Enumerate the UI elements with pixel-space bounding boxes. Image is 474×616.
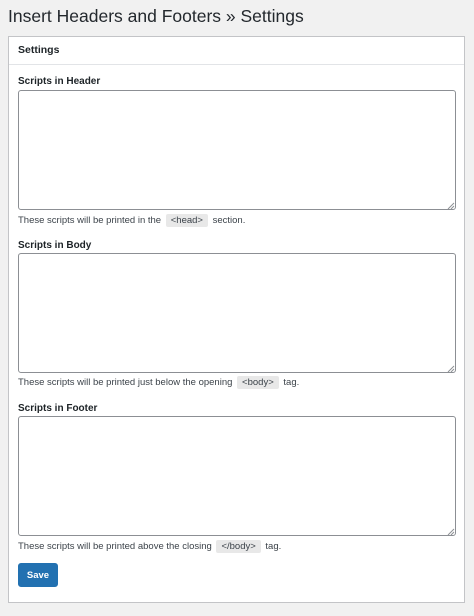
help-text-after: section.	[212, 215, 246, 226]
footer-scripts-label: Scripts in Footer	[18, 403, 98, 414]
settings-panel	[8, 36, 465, 603]
help-text-after: tag.	[283, 377, 300, 388]
head-tag-code: <head>	[166, 214, 208, 227]
body-scripts-textarea[interactable]	[18, 253, 456, 373]
help-text-before: These scripts will be printed just below the opening	[18, 377, 233, 388]
help-text-before: These scripts will be printed in the	[18, 215, 162, 226]
body-scripts-label: Scripts in Body	[18, 240, 92, 251]
help-text-after: tag.	[265, 541, 282, 552]
save-button[interactable]: Save	[18, 563, 58, 587]
footer-scripts-textarea[interactable]	[18, 416, 456, 536]
header-scripts-help	[18, 213, 245, 229]
header-scripts-label: Scripts in Header	[18, 76, 101, 87]
header-scripts-textarea[interactable]	[18, 90, 456, 210]
body-tag-code: <body>	[237, 376, 279, 389]
panel-header: Settings	[9, 37, 464, 65]
footer-scripts-help	[18, 539, 281, 555]
help-text-before: These scripts will be printed above the closing	[18, 541, 212, 552]
page-title: Insert Headers and Footers » Settings	[8, 6, 304, 26]
body-scripts-help	[18, 375, 299, 391]
close-body-tag-code: </body>	[216, 540, 260, 553]
